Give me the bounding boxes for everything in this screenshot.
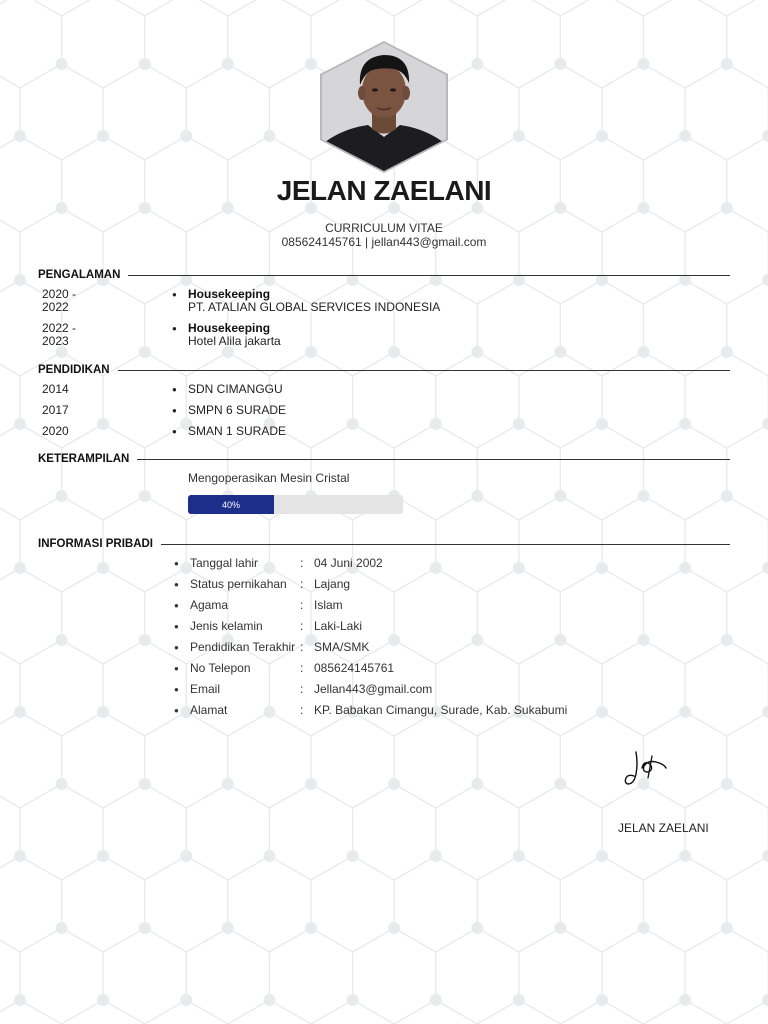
experience-year: 2022 - 2023 [42,321,77,348]
bullet-icon: ● [174,622,179,631]
bullet-icon: ● [172,290,177,299]
section-education-header [38,363,730,377]
experience-position: Housekeeping [188,287,271,301]
section-experience-header [38,268,730,282]
personal-info-row [0,703,768,717]
info-value: Lajang [314,577,351,591]
experience-position: Housekeeping [188,321,271,335]
info-value: SMA/SMK [314,640,370,654]
candidate-name: JELAN ZAELANI [276,175,492,206]
education-school: SMAN 1 SURADE [188,424,287,438]
bullet-icon: ● [172,406,177,415]
bullet-icon: ● [172,385,177,394]
info-separator: : [300,661,304,675]
document-subtitle: CURRICULUM VITAE [325,221,443,235]
experience-year: 2020 - 2022 [42,287,77,314]
info-label: Tanggal lahir [190,556,259,570]
bullet-icon: ● [172,324,177,333]
info-label: Agama [190,598,229,612]
signature-name: JELAN ZAELANI [618,821,709,835]
info-value: 085624145761 [314,661,395,675]
skill-progress-fill: 40% [188,495,274,514]
profile-photo [320,41,448,173]
section-divider [128,275,730,276]
bullet-icon: ● [174,664,179,673]
section-skills-header [38,452,730,466]
info-separator: : [300,682,304,696]
personal-info-row [0,619,768,633]
personal-info-row [0,556,768,570]
experience-company: Hotel Alila jakarta [188,334,281,348]
personal-info-row [0,661,768,675]
bullet-icon: ● [174,580,179,589]
info-value: Laki-Laki [314,619,363,633]
info-label: Alamat [190,703,228,717]
info-value: Jellan443@gmail.com [314,682,433,696]
education-year: 2014 [42,382,69,396]
section-title: PENDIDIKAN [38,364,110,376]
education-school: SDN CIMANGGU [188,382,283,396]
experience-entry [188,322,281,348]
experience-company: PT. ATALIAN GLOBAL SERVICES INDONESIA [188,300,441,314]
experience-entry [188,288,440,314]
info-label: Status pernikahan [190,577,287,591]
personal-info-row [0,640,768,654]
info-separator: : [300,703,304,717]
info-value: Islam [314,598,343,612]
section-divider [137,459,730,460]
skill-name: Mengoperasikan Mesin Cristal [188,471,350,485]
info-separator: : [300,640,304,654]
education-school: SMPN 6 SURADE [188,403,287,417]
contact-line: 085624145761 | jellan443@gmail.com [281,235,487,249]
section-personal-header [38,537,730,551]
bullet-icon: ● [174,685,179,694]
info-separator: : [300,598,304,612]
info-separator: : [300,556,304,570]
info-value: 04 Juni 2002 [314,556,383,570]
education-year: 2020 [42,424,69,438]
personal-info-row [0,682,768,696]
section-title: INFORMASI PRIBADI [38,538,153,550]
info-label: Jenis kelamin [190,619,263,633]
info-label: Pendidikan Terakhir [190,640,296,654]
info-separator: : [300,619,304,633]
info-label: No Telepon [190,661,251,675]
section-divider [118,370,730,371]
section-title: PENGALAMAN [38,269,121,281]
info-value: KP. Babakan Cimangu, Surade, Kab. Sukabumi [314,703,568,717]
handwritten-signature [622,748,674,790]
bullet-icon: ● [174,643,179,652]
bullet-icon: ● [174,601,179,610]
skill-progress-bar [188,495,403,514]
section-divider [161,544,730,545]
info-label: Email [190,682,221,696]
info-separator: : [300,577,304,591]
education-year: 2017 [42,403,69,417]
bullet-icon: ● [172,427,177,436]
bullet-icon: ● [174,559,179,568]
personal-info-row [0,598,768,612]
section-title: KETERAMPILAN [38,453,130,465]
bullet-icon: ● [174,706,179,715]
personal-info-row [0,577,768,591]
